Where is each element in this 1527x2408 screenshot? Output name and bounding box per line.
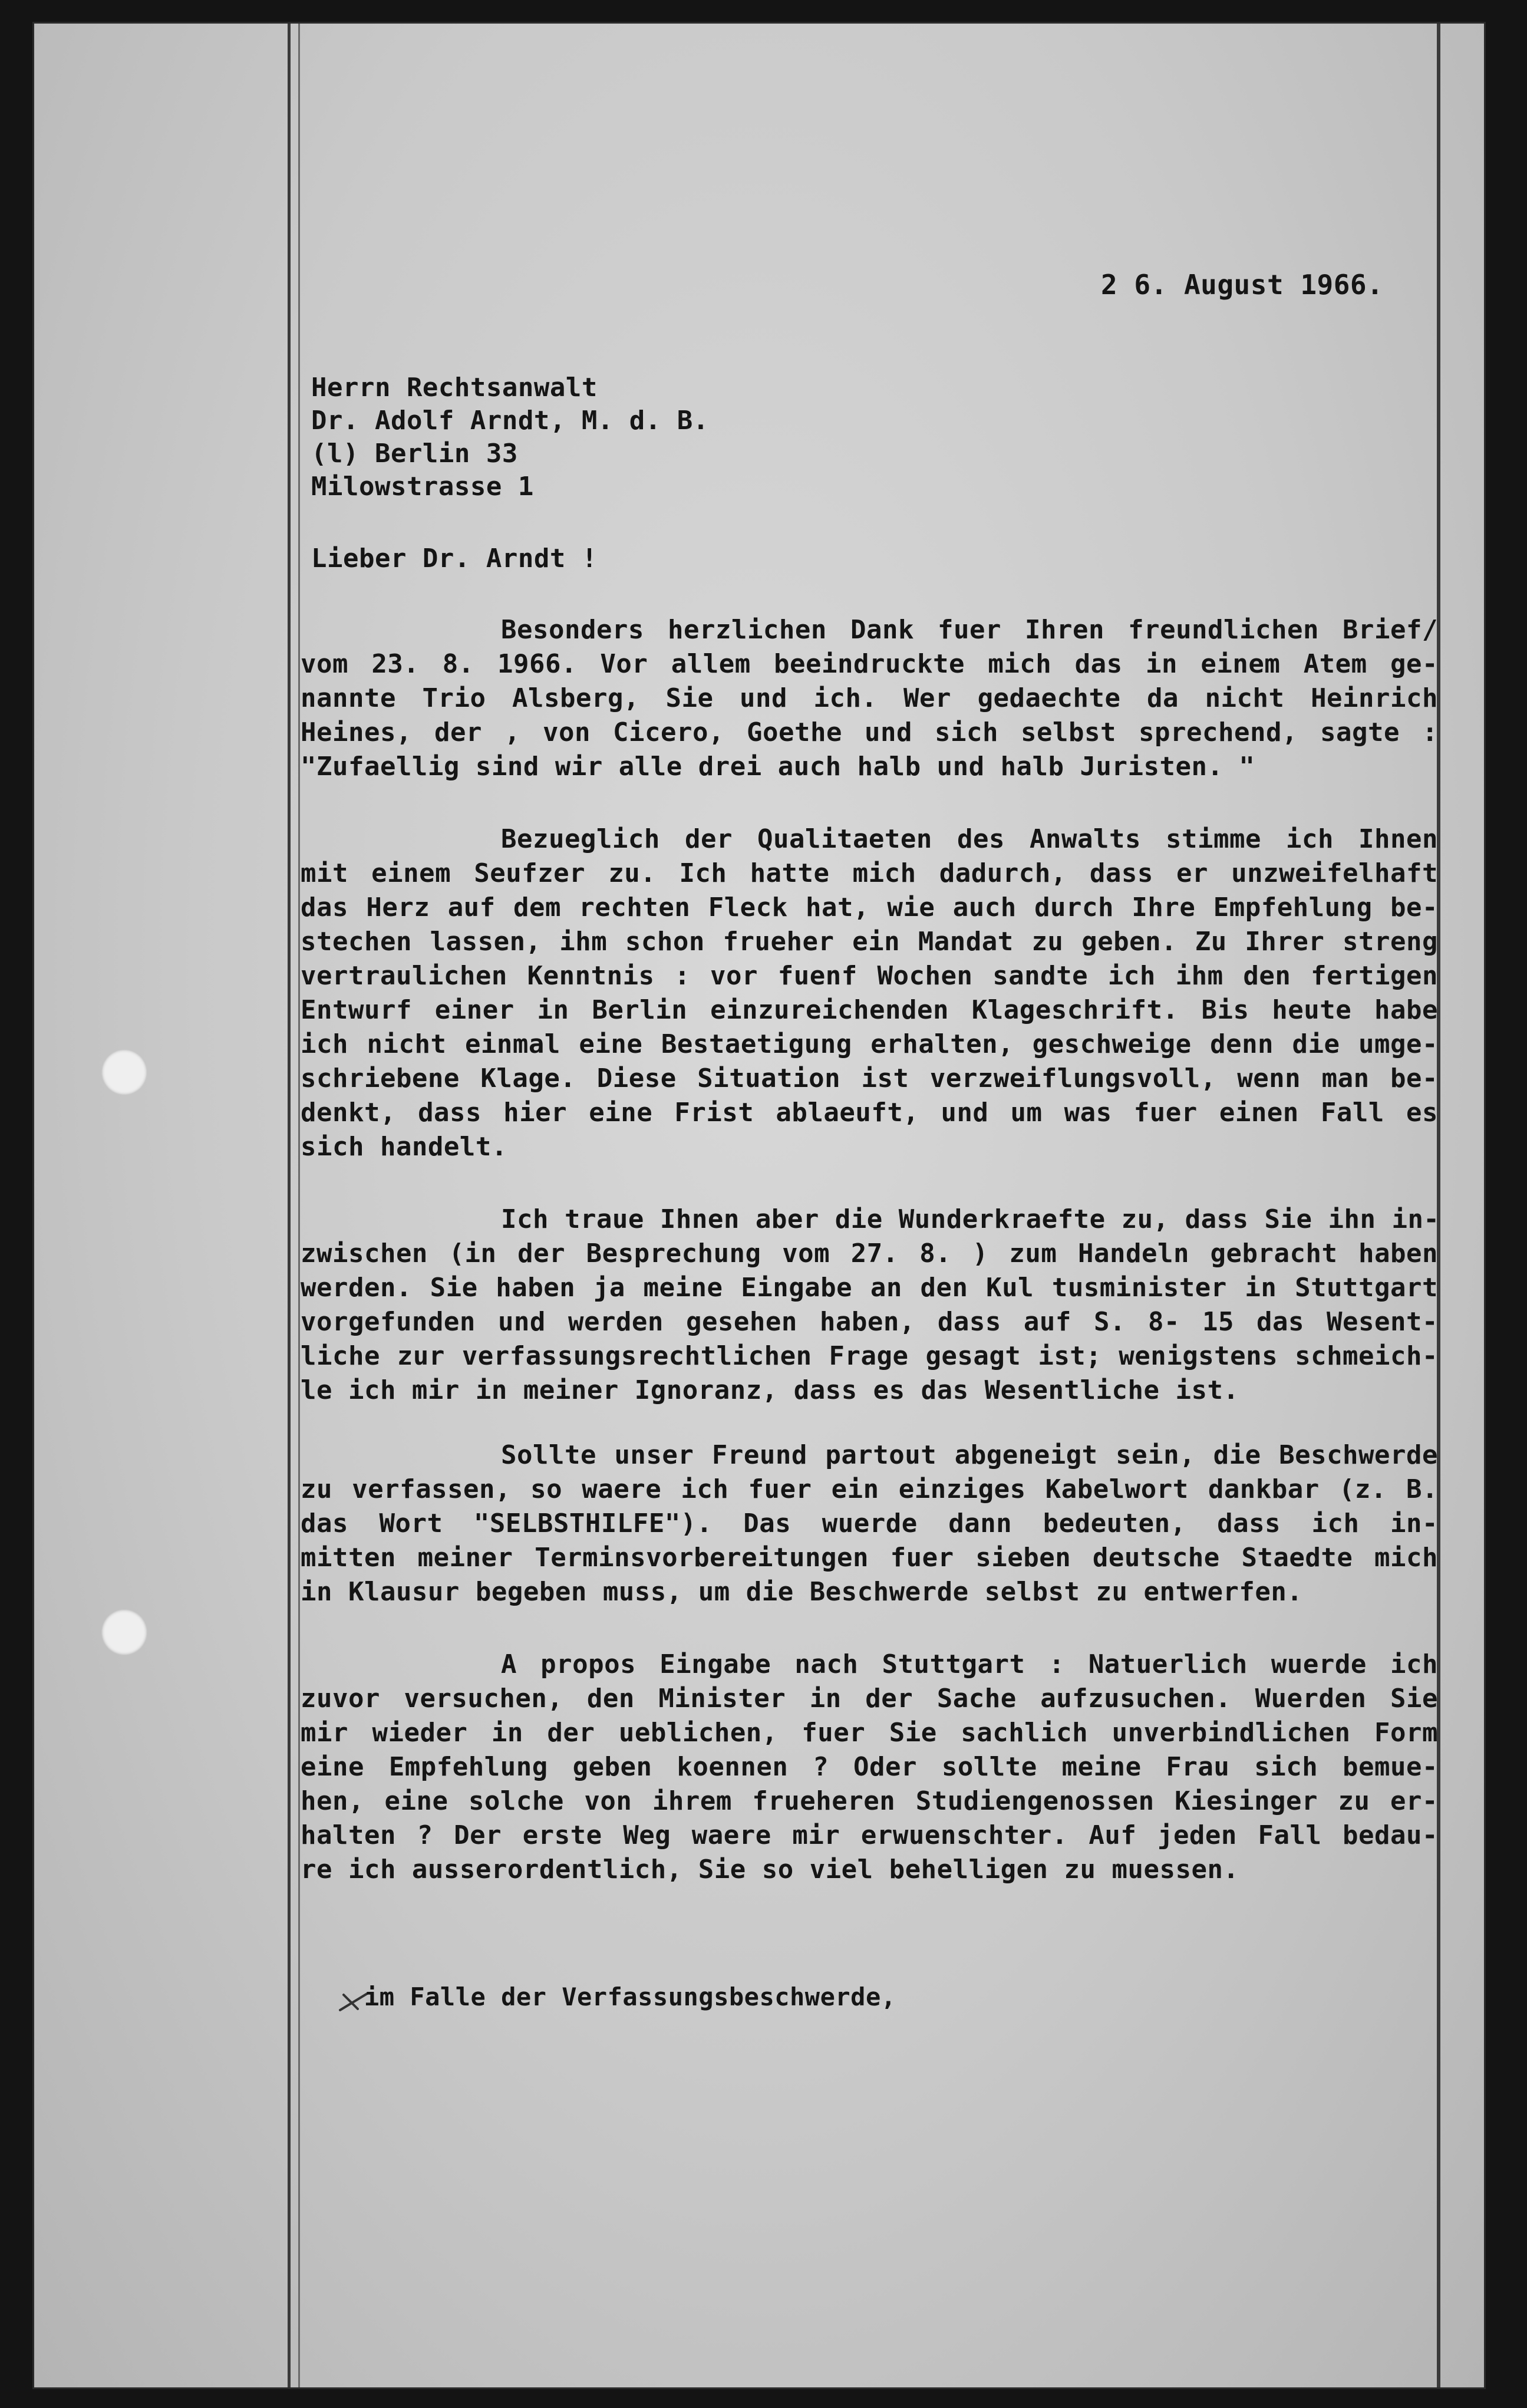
text-line: hen, eine solche von ihrem frueheren Studiengenossen Kiesinger zu er- — [301, 1786, 1438, 1816]
text-line: werden. Sie haben ja meine Eingabe an den Kul tusminister in Stuttgart — [301, 1273, 1438, 1303]
text-line: vom 23. 8. 1966. Vor allem beeindruckte mich das in einem Atem ge- — [301, 649, 1438, 679]
text-line: mitten meiner Terminsvorbereitungen fuer sieben deutsche Staedte mich — [301, 1543, 1438, 1573]
recipient-line: Herrn Rechtsanwalt — [311, 373, 598, 403]
left-margin-rule — [288, 24, 291, 2387]
text-line: schriebene Klage. Diese Situation ist verzweiflungsvoll, wenn man be- — [301, 1063, 1438, 1093]
paragraph-2 — [301, 822, 1438, 1164]
text-line: stechen lassen, ihm schon frueher ein Mandat zu geben. Zu Ihrer streng — [301, 927, 1438, 957]
text-line: vertraulichen Kenntnis : vor fuenf Wochen sandte ich ihm den fertigen — [301, 961, 1438, 991]
text-line: A propos Eingabe nach Stuttgart : Natuerlich wuerde ich — [501, 1649, 1438, 1679]
text-line: in Klausur begeben muss, um die Beschwerde selbst zu entwerfen. — [301, 1577, 1303, 1607]
left-margin-rule-inner — [298, 24, 300, 2387]
text-line: Bezueglich der Qualitaeten des Anwalts stimme ich Ihnen — [501, 824, 1438, 854]
text-line: ich nicht einmal eine Bestaetigung erhalten, geschweige denn die umge- — [301, 1029, 1438, 1059]
text-line: Entwurf einer in Berlin einzureichenden Klageschrift. Bis heute habe — [301, 995, 1438, 1025]
recipient-line: Dr. Adolf Arndt, M. d. B. — [311, 406, 709, 436]
text-line: le ich mir in meiner Ignoranz, dass es das Wesentliche ist. — [301, 1375, 1239, 1405]
text-line: zuvor versuchen, den Minister in der Sache aufzusuchen. Wuerden Sie — [301, 1684, 1438, 1714]
paragraph-4 — [301, 1438, 1438, 1609]
text-line: vorgefunden und werden gesehen haben, dass auf S. 8- 15 das Wesent- — [301, 1307, 1438, 1337]
footnote: im Falle der Verfassungsbeschwerde, — [364, 1982, 896, 2011]
text-line: Heines, der , von Cicero, Goethe und sich selbst sprechend, sagte : — [301, 717, 1438, 747]
salutation: Lieber Dr. Arndt ! — [311, 543, 598, 574]
text-line: das Wort "SELBSTHILFE"). Das wuerde dann bedeuten, dass ich in- — [301, 1508, 1438, 1539]
text-line: das Herz auf dem rechten Fleck hat, wie auch durch Ihre Empfehlung be- — [301, 892, 1438, 923]
text-line: Ich traue Ihnen aber die Wunderkraefte zu, dass Sie ihn in- — [501, 1204, 1440, 1234]
paragraph-3 — [301, 1203, 1438, 1408]
text-line: mit einem Seufzer zu. Ich hatte mich dadurch, dass er unzweifelhaft — [301, 858, 1438, 888]
punch-hole-lower — [101, 1609, 147, 1655]
text-line: sich handelt. — [301, 1132, 507, 1162]
text-line: Sollte unser Freund partout abgeneigt sein, die Beschwerde — [501, 1440, 1438, 1470]
text-line: eine Empfehlung geben koennen ? Oder sollte meine Frau sich bemue- — [301, 1752, 1438, 1782]
text-line: mir wieder in der ueblichen, fuer Sie sachlich unverbindlichen Form — [301, 1718, 1438, 1748]
text-line: zu verfassen, so waere ich fuer ein einziges Kabelwort dankbar (z. B. — [301, 1474, 1438, 1504]
text-line: "Zufaellig sind wir alle drei auch halb und halb Juristen. " — [301, 752, 1255, 782]
paragraph-5 — [301, 1648, 1438, 1887]
text-line: liche zur verfassungsrechtlichen Frage gesagt ist; wenigstens schmeich- — [301, 1341, 1438, 1371]
text-line: denkt, dass hier eine Frist ablaeuft, und um was fuer einen Fall es — [301, 1098, 1438, 1128]
recipient-address — [311, 371, 709, 503]
letter-date: 2 6. August 1966. — [1101, 269, 1384, 301]
text-line: zwischen (in der Besprechung vom 27. 8. ) zum Handeln gebracht haben — [301, 1238, 1438, 1269]
letter-page — [34, 24, 1484, 2387]
text-line: nannte Trio Alsberg, Sie und ich. Wer gedaechte da nicht Heinrich — [301, 683, 1438, 713]
recipient-line: (l) Berlin 33 — [311, 439, 518, 469]
text-line: halten ? Der erste Weg waere mir erwuenschter. Auf jeden Fall bedau- — [301, 1820, 1438, 1850]
text-line: Besonders herzlichen Dank fuer Ihren freundlichen Brief/ — [501, 615, 1438, 645]
recipient-line: Milowstrasse 1 — [311, 472, 534, 502]
text-line: re ich ausserordentlich, Sie so viel behelligen zu muessen. — [301, 1854, 1239, 1885]
punch-hole-upper — [101, 1049, 147, 1095]
paragraph-1 — [301, 613, 1438, 784]
